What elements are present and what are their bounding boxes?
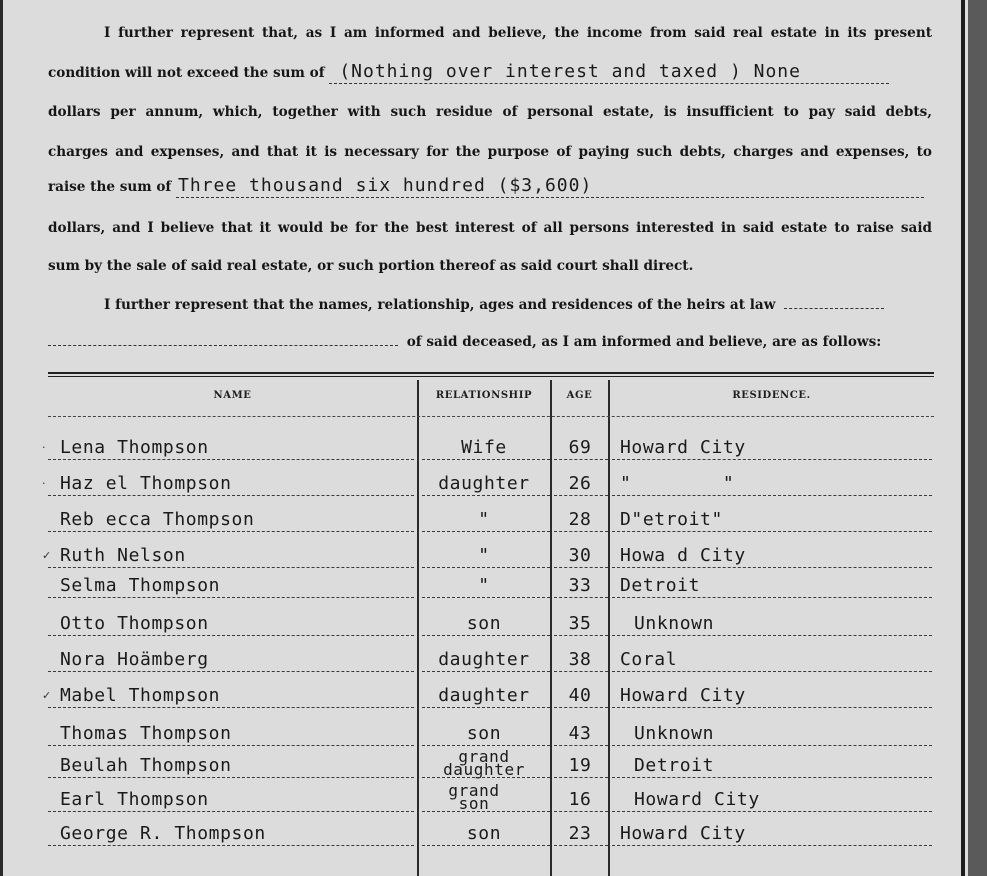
table-row [48, 716, 934, 746]
heir-age: 26 [568, 473, 592, 494]
row-rule [612, 531, 932, 532]
heir-relationship: daughter [438, 649, 530, 670]
row-rule [554, 811, 608, 812]
heir-age: 35 [568, 613, 592, 634]
table-row [48, 816, 934, 846]
row-rule [422, 811, 550, 812]
heir-residence: Howard City [620, 823, 746, 844]
heir-name: Mabel Thompson [60, 685, 221, 706]
typed-income-field [329, 62, 889, 84]
heir-relationship: " [478, 545, 490, 566]
row-rule [48, 745, 414, 746]
heir-age: 16 [568, 789, 592, 810]
row-rule [554, 777, 608, 778]
heir-name: Otto Thompson [60, 613, 209, 634]
heir-residence: Howard City [620, 437, 746, 458]
heir-residence: Detroit [620, 575, 701, 596]
paragraph2-line1-text: I further represent that the names, relationship, ages and residences of the heirs at law [104, 297, 776, 313]
heir-name: Reb ecca Thompson [60, 509, 255, 530]
row-rule [554, 745, 608, 746]
header-underline [48, 416, 934, 417]
row-rule [48, 635, 414, 636]
row-rule [554, 597, 608, 598]
paragraph1-line7: sum by the sale of said real estate, or such portion thereof as said court shall direct. [48, 258, 694, 274]
table-row [42, 538, 934, 568]
row-rule [422, 777, 550, 778]
row-rule [612, 707, 932, 708]
heir-residence: Howard City [620, 685, 746, 706]
heir-name: Beulah Thompson [60, 755, 232, 776]
header-age: AGE [566, 390, 593, 401]
heir-name: Selma Thompson [60, 575, 221, 596]
row-rule [422, 531, 550, 532]
heir-age: 38 [568, 649, 592, 670]
check-mark-icon: · [42, 477, 46, 490]
table-top-rule [48, 372, 934, 374]
row-rule [554, 459, 608, 460]
row-rule [612, 745, 932, 746]
row-rule [422, 671, 550, 672]
row-rule [612, 459, 932, 460]
row-rule [422, 597, 550, 598]
heir-residence: Howa d City [620, 545, 746, 566]
paragraph1-line1: I further represent that, as I am informed and believe, the income from said real estate in its present [104, 25, 932, 41]
heir-name: Nora Hoämberg [60, 649, 209, 670]
row-rule [422, 845, 550, 846]
heir-relationship: grand son [448, 781, 500, 813]
table-row [42, 430, 934, 460]
heir-residence: Unknown [634, 723, 715, 744]
row-rule [554, 495, 608, 496]
row-rule [422, 635, 550, 636]
left-page-edge [0, 0, 3, 876]
row-rule [554, 707, 608, 708]
paragraph2-line1 [48, 295, 932, 315]
check-mark-icon: ✓ [42, 549, 52, 562]
heirs-blank-rule-2 [48, 345, 398, 346]
heir-residence: Howard City [634, 789, 760, 810]
header-relationship: RELATIONSHIP [435, 390, 533, 401]
row-rule [48, 777, 414, 778]
heir-age: 43 [568, 723, 592, 744]
check-mark-icon: ✓ [42, 689, 52, 702]
row-rule [612, 777, 932, 778]
heir-residence: Unknown [634, 613, 715, 634]
heir-age: 19 [568, 755, 592, 776]
heir-relationship: son [466, 723, 502, 744]
row-rule [612, 597, 932, 598]
heir-residence: D"etroit" [620, 509, 723, 530]
table-row [48, 748, 934, 778]
row-rule [612, 671, 932, 672]
row-rule [48, 811, 414, 812]
heirs-table [42, 372, 934, 876]
heir-relationship: Wife [461, 437, 507, 458]
heir-age: 30 [568, 545, 592, 566]
table-row [42, 466, 934, 496]
heir-age: 33 [568, 575, 592, 596]
header-residence: RESIDENCE. [732, 390, 811, 401]
row-rule [48, 845, 414, 846]
paragraph1-line2-prefix: condition will not exceed the sum of [48, 65, 325, 81]
row-rule [422, 495, 550, 496]
heir-relationship: son [466, 613, 502, 634]
header-name: NAME [213, 390, 252, 401]
table-row [48, 606, 934, 636]
heir-relationship: son [466, 823, 502, 844]
heir-residence: " " [620, 473, 735, 494]
heir-age: 23 [568, 823, 592, 844]
row-rule [48, 671, 414, 672]
paragraph1-line2 [48, 62, 932, 84]
heir-relationship: daughter [438, 473, 530, 494]
heir-residence: Coral [620, 649, 678, 670]
typed-sum-field [176, 176, 924, 198]
paragraph1-line6: dollars, and I believe that it would be for the best interest of all persons interested in said estate to raise said [48, 220, 932, 236]
heir-age: 69 [568, 437, 592, 458]
heirs-blank-rule-1 [784, 308, 884, 309]
row-rule [554, 845, 608, 846]
row-rule [554, 671, 608, 672]
row-rule [48, 707, 414, 708]
heir-age: 28 [568, 509, 592, 530]
heir-name: George R. Thompson [60, 823, 266, 844]
paragraph2-line2 [48, 332, 932, 352]
heir-name: Ruth Nelson [60, 545, 186, 566]
row-rule [48, 495, 414, 496]
typed-income-value: (Nothing over interest and taxed ) None [339, 61, 801, 82]
heir-name: Haz el Thompson [60, 473, 232, 494]
right-border-rule [961, 0, 965, 876]
table-top-rule-thin [48, 376, 934, 377]
heir-name: Earl Thompson [60, 789, 209, 810]
row-rule [48, 597, 414, 598]
heir-residence: Detroit [634, 755, 715, 776]
row-rule [612, 811, 932, 812]
check-mark-icon: · [42, 441, 46, 454]
heir-name: Lena Thompson [60, 437, 209, 458]
heir-relationship: " [478, 509, 490, 530]
row-rule [48, 531, 414, 532]
row-rule [422, 745, 550, 746]
paragraph1-line5 [48, 176, 932, 198]
heir-relationship: daughter [438, 685, 530, 706]
scan-margin [968, 0, 987, 876]
table-row [48, 568, 934, 598]
paragraph2-line2-text: of said deceased, as I am informed and believe, are as follows: [406, 334, 882, 350]
paragraph1-line3: dollars per annum, which, together with such residue of personal estate, is insufficient to pay said debts, [48, 104, 932, 120]
row-rule [612, 495, 932, 496]
table-row [48, 502, 934, 532]
row-rule [554, 531, 608, 532]
row-rule [422, 459, 550, 460]
typed-sum-value: Three thousand six hundred ($3,600) [178, 175, 593, 196]
row-rule [48, 459, 414, 460]
row-rule [554, 635, 608, 636]
heir-age: 40 [568, 685, 592, 706]
heir-relationship: grand daughter [443, 747, 525, 779]
heir-relationship: " [478, 575, 490, 596]
paragraph1-line5-prefix: raise the sum of [48, 179, 172, 195]
row-rule [612, 845, 932, 846]
row-rule [612, 635, 932, 636]
table-row [48, 642, 934, 672]
table-row [42, 678, 934, 708]
table-row [48, 782, 934, 812]
heir-name: Thomas Thompson [60, 723, 232, 744]
row-rule [422, 707, 550, 708]
paragraph1-line4: charges and expenses, and that it is necessary for the purpose of paying such debts, charges and expenses, to [48, 144, 932, 160]
